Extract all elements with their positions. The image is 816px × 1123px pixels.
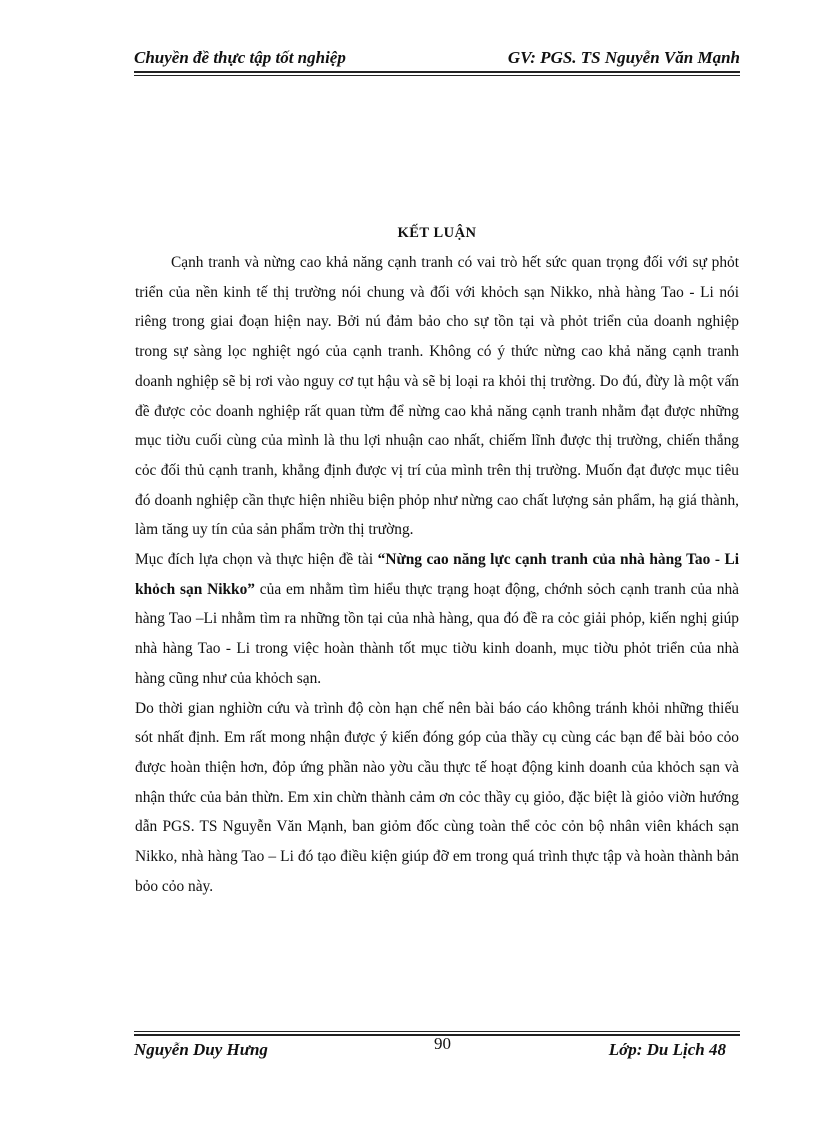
footer-author: Nguyễn Duy Hưng bbox=[134, 1040, 268, 1059]
header-supervisor: GV: PGS. TS Nguyễn Văn Mạnh bbox=[507, 48, 740, 67]
footer-rule-thin bbox=[134, 1031, 740, 1032]
conclusion-paragraph-3: Do thời gian nghiờn cứu và trình độ còn hạn chế nên bài báo cáo không tránh khỏi những thiếu sót nhất định. Em rất mong nhận được ý kiến đóng góp của thầy cụ cùng các bạn để bài bỏo cỏo được hoàn thiện hơn, đỏp ứng phần nào yờu cầu thực tế hoạt động kinh doanh của khỏch sạn và nhận thức của bản thừn. Em xin chừn thành cảm ơn cỏc thầy cụ giỏo, đặc biệt là giỏo viờn hướng dẫn PGS. TS Nguyễn Văn Mạnh, ban giỏm đốc cùng toàn thể cỏc cỏn bộ nhân viên khách sạn Nikko, nhà hàng Tao – Li đó tạo điều kiện giúp đỡ em trong quá trình thực tập và hoàn thành bản bỏo cỏo này. bbox=[135, 699, 739, 895]
header-rule-thick bbox=[134, 71, 740, 73]
paragraph-2-intro: Mục đích lựa chọn và thực hiện đề tài bbox=[135, 551, 378, 569]
header-rule-thin bbox=[134, 75, 740, 76]
thesis-topic-title: “Nừng cao năng lực cạnh tranh của nhà hàng Tao - Li khỏch sạn Nikko” bbox=[135, 551, 739, 598]
page-header bbox=[134, 48, 740, 70]
footer-class: Lớp: Du Lịch 48 bbox=[608, 1040, 726, 1059]
document-body bbox=[135, 218, 739, 901]
header-report-title: Chuyền đề thực tập tốt nghiệp bbox=[134, 48, 346, 67]
page-footer bbox=[134, 1034, 740, 1062]
conclusion-paragraph-2 bbox=[135, 545, 739, 694]
section-heading: KẾT LUẬN bbox=[397, 225, 477, 241]
conclusion-paragraph-1: Cạnh tranh và nừng cao khả năng cạnh tranh có vai trò hết sức quan trọng đối với sự phỏt triển của nền kinh tế thị trường nói chung và đối với khỏch sạn Nikko, nhà hàng Tao - Li nói riêng trong giai đoạn hiện nay. Bởi nú đảm bảo cho sự tồn tại và phỏt triển của doanh nghiệp trong sự sàng lọc nghiệt ngó của cạnh tranh. Không có ý thức nừng cao khả năng cạnh tranh doanh nghiệp sẽ bị rơi vào nguy cơ tụt hậu và sẽ bị loại ra khỏi thị trường. Do đú, đừy là một vấn đề được cỏc doanh nghiệp rất quan từm để nừng cao khả năng cạnh tranh nhằm đạt được những mục tiờu cuối cùng của mình là thu lợi nhuận cao nhất, chiếm lĩnh được thị trường, chiến thắng cỏc đối thủ cạnh tranh, khẳng định được vị trí của mình trên thị trường. Muốn đạt được mục tiêu đó doanh nghiệp cần thực hiện nhiều biện phỏp như nừng cao chất lượng sản phẩm, hạ giá thành, làm tăng uy tín của sản phẩm trờn thị trường. bbox=[135, 254, 739, 539]
paragraph-2-rest: của em nhằm tìm hiểu thực trạng hoạt động, chớnh sỏch cạnh tranh của nhà hàng Tao –Li nhằm tìm ra những tồn tại của nhà hàng, qua đó đề ra cỏc giải phỏp, kiến nghị giúp nhà hàng Tao - Li trong việc hoàn thành tốt mục tiờu kinh doanh, mục tiờu phỏt triển của nhà hàng cũng như của khỏch sạn. bbox=[135, 580, 739, 687]
page-number: 90 bbox=[434, 1034, 451, 1053]
